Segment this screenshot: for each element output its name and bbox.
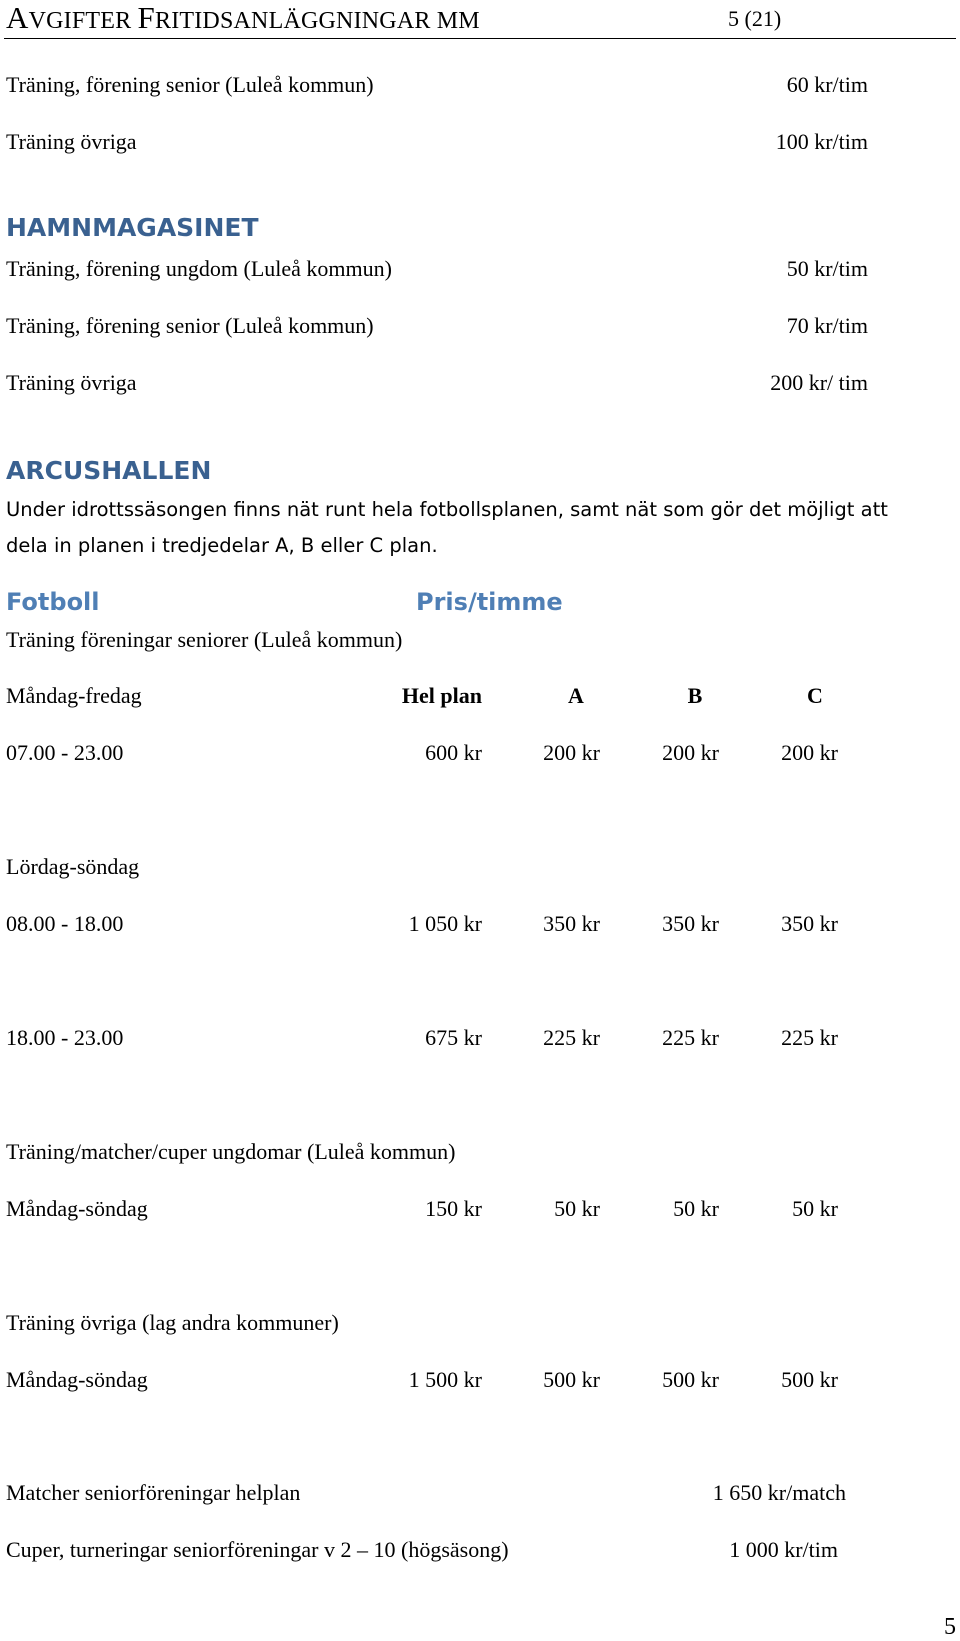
table-cell-c: 50 kr [792, 1196, 838, 1221]
price-value: 60 kr/tim [786, 72, 868, 97]
table-cell-hel: 600 kr [425, 740, 482, 765]
table-cell-b: 225 kr [662, 1025, 719, 1050]
table-cell-a: 500 kr [543, 1367, 600, 1392]
section-heading-arcushallen: ARCUSHALLEN [6, 456, 212, 485]
table-cell-hel: 1 050 kr [408, 911, 482, 936]
section-description: Under idrottssäsongen finns nät runt hela fotbollsplanen, samt nät som gör det möjligt att [6, 498, 888, 521]
subheading-price-per-hour: Pris/timme [416, 588, 563, 616]
price-label: Träning, förening senior (Luleå kommun) [6, 72, 374, 97]
table-row-time: 18.00 - 23.00 [6, 1025, 124, 1050]
column-header-c: C [807, 683, 823, 708]
table-cell-hel: 1 500 kr [408, 1367, 482, 1392]
column-header-b: B [687, 683, 703, 708]
table-cell-c: 500 kr [781, 1367, 838, 1392]
table-cell-b: 350 kr [662, 911, 719, 936]
table-cell-c: 200 kr [781, 740, 838, 765]
price-label: Matcher seniorföreningar helplan [6, 1480, 301, 1505]
subheading-fotboll: Fotboll [6, 588, 100, 616]
table-cell-a: 225 kr [543, 1025, 600, 1050]
table-row-time: Måndag-söndag [6, 1367, 148, 1392]
table-cell-a: 350 kr [543, 911, 600, 936]
table-row-time: 08.00 - 18.00 [6, 911, 124, 936]
table-day-header: Måndag-fredag [6, 683, 142, 708]
table-cell-c: 350 kr [781, 911, 838, 936]
table-cell-c: 225 kr [781, 1025, 838, 1050]
price-value: 70 kr/tim [786, 313, 868, 338]
header-divider [4, 38, 956, 39]
section-description: dela in planen i tredjedelar A, B eller C plan. [6, 534, 438, 557]
group-title: Träning föreningar seniorer (Luleå kommun) [6, 627, 403, 652]
price-label: Träning övriga [6, 129, 137, 154]
column-header-hel-plan: Hel plan [401, 683, 482, 708]
table-cell-hel: 675 kr [425, 1025, 482, 1050]
price-value: 50 kr/tim [786, 256, 868, 281]
price-value: 1 000 kr/tim [729, 1537, 838, 1562]
table-cell-hel: 150 kr [425, 1196, 482, 1221]
price-label: Träning, förening senior (Luleå kommun) [6, 313, 374, 338]
group-title: Träning övriga (lag andra kommuner) [6, 1310, 339, 1335]
document-title: AVGIFTER FRITIDSANLÄGGNINGAR MM [6, 0, 480, 35]
price-value: 200 kr/ tim [770, 370, 868, 395]
price-value: 100 kr/tim [775, 129, 868, 154]
table-cell-a: 200 kr [543, 740, 600, 765]
table-cell-b: 500 kr [662, 1367, 719, 1392]
table-row-time: Måndag-söndag [6, 1196, 148, 1221]
price-value: 1 650 kr/match [712, 1480, 846, 1505]
column-header-a: A [568, 683, 584, 708]
page-indicator: 5 (21) [728, 6, 782, 31]
section-heading-hamnmagasinet: HAMNMAGASINET [6, 213, 259, 242]
page-number: 5 [944, 1614, 956, 1640]
price-label: Träning övriga [6, 370, 137, 395]
table-day-header: Lördag-söndag [6, 854, 140, 879]
table-cell-a: 50 kr [554, 1196, 600, 1221]
group-title: Träning/matcher/cuper ungdomar (Luleå kommun) [6, 1139, 456, 1164]
table-cell-b: 200 kr [662, 740, 719, 765]
price-label: Cuper, turneringar seniorföreningar v 2 – 10 (högsäsong) [6, 1537, 509, 1562]
price-label: Träning, förening ungdom (Luleå kommun) [6, 256, 392, 281]
table-row-time: 07.00 - 23.00 [6, 740, 124, 765]
table-cell-b: 50 kr [673, 1196, 719, 1221]
